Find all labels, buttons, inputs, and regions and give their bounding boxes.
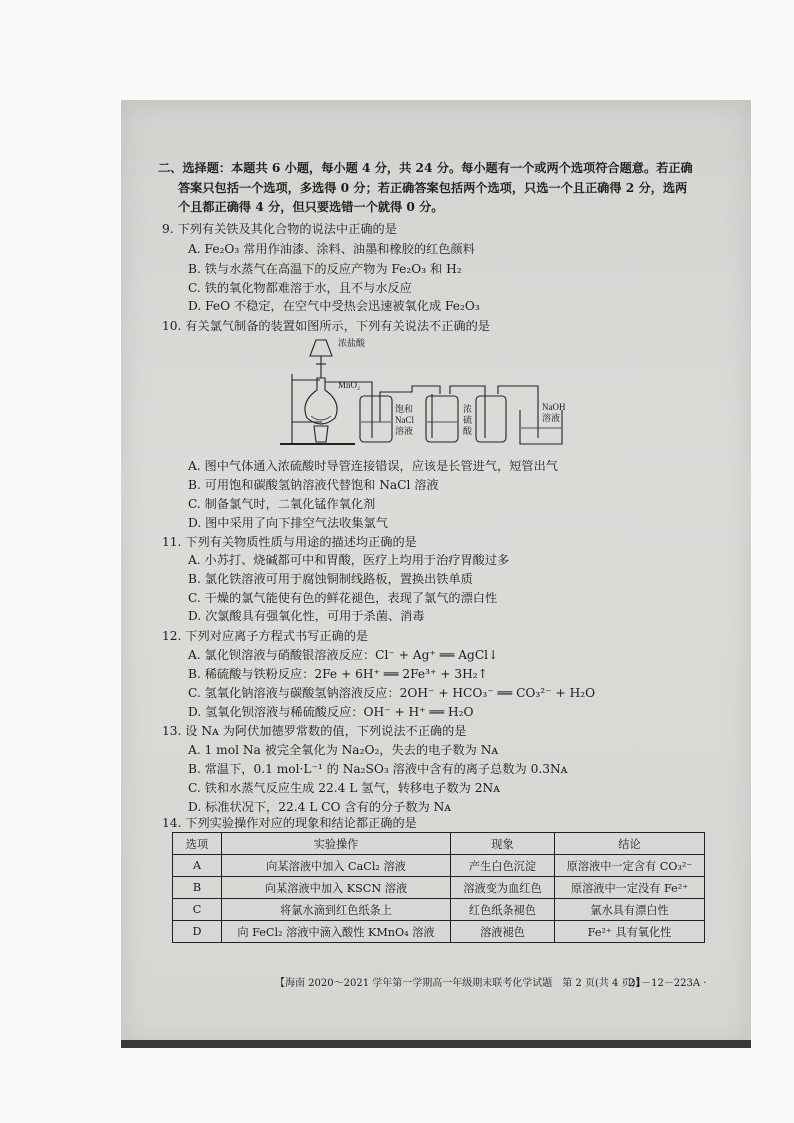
cell-operation: 向某溶液中加入 KSCN 溶液 [222, 877, 451, 899]
question-9-option-d: D. FeO 不稳定，在空气中受热会迅速被氧化成 Fe₂O₃ [188, 299, 480, 313]
label-h2so4-2: 硫 [463, 415, 473, 425]
question-11-option-c: C. 干燥的氯气能使有色的鲜花褪色，表现了氯气的漂白性 [188, 591, 498, 605]
question-13-stem: 13. 设 Nᴀ 为阿伏加德罗常数的值，下列说法不正确的是 [162, 724, 467, 738]
cell-option: D [173, 921, 222, 943]
cell-phenomenon: 红色纸条褪色 [451, 899, 555, 921]
question-11-option-d: D. 次氯酸具有强氧化性，可用于杀菌、消毒 [188, 609, 425, 623]
question-9-option-a: A. Fe₂O₃ 常用作油漆、涂料、油墨和橡胶的红色颜料 [188, 242, 475, 256]
table-row [173, 921, 705, 943]
question-10-option-a: A. 图中气体通入浓硫酸时导管连接错误，应该是长管进气，短管出气 [188, 459, 558, 473]
question-10-option-c: C. 制备氯气时，二氧化锰作氧化剂 [188, 497, 376, 511]
cell-phenomenon: 溶液变为血红色 [451, 877, 555, 899]
cell-conclusion: 原溶液中一定没有 Fe²⁺ [555, 877, 705, 899]
question-12-stem: 12. 下列对应离子方程式书写正确的是 [162, 629, 369, 643]
cell-phenomenon: 产生白色沉淀 [451, 855, 555, 877]
question-12-option-c: C. 氢氧化钠溶液与碳酸氢钠溶液反应：2OH⁻ + HCO₃⁻ ══ CO₃²⁻ + H₂O [188, 686, 596, 700]
label-nacl-2: NaCl [395, 415, 414, 425]
cell-option: C [173, 899, 222, 921]
header-operation: 实验操作 [222, 833, 451, 855]
question-11-option-b: B. 氯化铁溶液可用于腐蚀铜制线路板，置换出铁单质 [188, 572, 473, 586]
chlorine-apparatus-diagram [280, 334, 590, 454]
section-instructions-end: 个且都正确得 4 分，但只要选错一个就得 0 分。 [178, 200, 444, 214]
experiment-table [172, 832, 705, 943]
question-12-option-a: A. 氯化钡溶液与硝酸银溶液反应：Cl⁻ + Ag⁺ ══ AgCl↓ [188, 648, 499, 662]
label-nacl-3: 溶液 [395, 426, 414, 436]
label-naoh-1: NaOH [542, 402, 566, 412]
cell-operation: 将氯水滴到红色纸条上 [222, 899, 451, 921]
cell-option: A [173, 855, 222, 877]
sheet-bottom-edge [121, 1040, 751, 1048]
question-9-option-b: B. 铁与水蒸气在高温下的反应产物为 Fe₂O₃ 和 H₂ [188, 262, 462, 276]
table-row [173, 899, 705, 921]
question-14-stem: 14. 下列实验操作对应的现象和结论都正确的是 [162, 816, 417, 830]
question-9-stem: 9. 下列有关铁及其化合物的说法中正确的是 [162, 222, 397, 236]
question-10-stem: 10. 有关氯气制备的装置如图所示，下列有关说法不正确的是 [162, 319, 490, 333]
label-nacl-1: 饱和 [395, 404, 414, 414]
question-13-option-c: C. 铁和水蒸气反应生成 22.4 L 氢气，转移电子数为 2Nᴀ [188, 781, 501, 795]
cell-conclusion: 氯水具有漂白性 [555, 899, 705, 921]
table-row [173, 877, 705, 899]
cell-operation: 向某溶液中加入 CaCl₂ 溶液 [222, 855, 451, 877]
question-13-option-b: B. 常温下，0.1 mol·L⁻¹ 的 Na₂SO₃ 溶液中含有的离子总数为 0.3Nᴀ [188, 762, 568, 776]
header-phenomenon: 现象 [451, 833, 555, 855]
cell-conclusion: Fe²⁺ 具有氧化性 [555, 921, 705, 943]
question-11-option-a: A. 小苏打、烧碱都可中和胃酸，医疗上均用于治疗胃酸过多 [188, 553, 510, 567]
section-instructions: 答案只包括一个选项，多选得 0 分；若正确答案包括两个选项，只选一个且正确得 2 分，选两 [178, 181, 688, 195]
label-conc-hcl: 浓盐酸 [338, 338, 366, 348]
label-mno2: MnO₂ [338, 380, 361, 390]
label-h2so4-3: 酸 [463, 426, 473, 436]
question-13-option-a: A. 1 mol Na 被完全氧化为 Na₂O₂，失去的电子数为 Nᴀ [188, 743, 499, 757]
section-heading: 二、选择题：本题共 6 小题，每小题 4 分，共 24 分。每小题有一个或两个选项符合题意。若正确 [158, 161, 693, 175]
question-13-option-d: D. 标准状况下，22.4 L CO 含有的分子数为 Nᴀ [188, 800, 452, 814]
question-11-stem: 11. 下列有关物质性质与用途的描述均正确的是 [162, 535, 417, 549]
table-row [173, 855, 705, 877]
exam-code: · 21－12－223A · [622, 978, 707, 989]
cell-conclusion: 原溶液中一定含有 CO₃²⁻ [555, 855, 705, 877]
question-12-option-b: B. 稀硫酸与铁粉反应：2Fe + 6H⁺ ══ 2Fe³⁺ + 3H₂↑ [188, 667, 488, 681]
cell-phenomenon: 溶液褪色 [451, 921, 555, 943]
label-h2so4-1: 浓 [463, 404, 473, 414]
table-header-row [173, 833, 705, 855]
header-option: 选项 [173, 833, 222, 855]
label-naoh-2: 溶液 [542, 413, 561, 423]
question-10-option-b: B. 可用饱和碳酸氢钠溶液代替饱和 NaCl 溶液 [188, 478, 439, 492]
page-footer: 【海南 2020～2021 学年第一学期高一年级期末联考化学试题 第 2 页(共 4 页)】 [275, 978, 646, 989]
question-12-option-d: D. 氢氧化钡溶液与稀硫酸反应：OH⁻ + H⁺ ══ H₂O [188, 705, 474, 719]
cell-operation: 向 FeCl₂ 溶液中滴入酸性 KMnO₄ 溶液 [222, 921, 451, 943]
question-9-option-c: C. 铁的氧化物都难溶于水，且不与水反应 [188, 281, 412, 295]
cell-option: B [173, 877, 222, 899]
header-conclusion: 结论 [555, 833, 705, 855]
question-10-option-d: D. 图中采用了向下排空气法收集氯气 [188, 516, 388, 530]
